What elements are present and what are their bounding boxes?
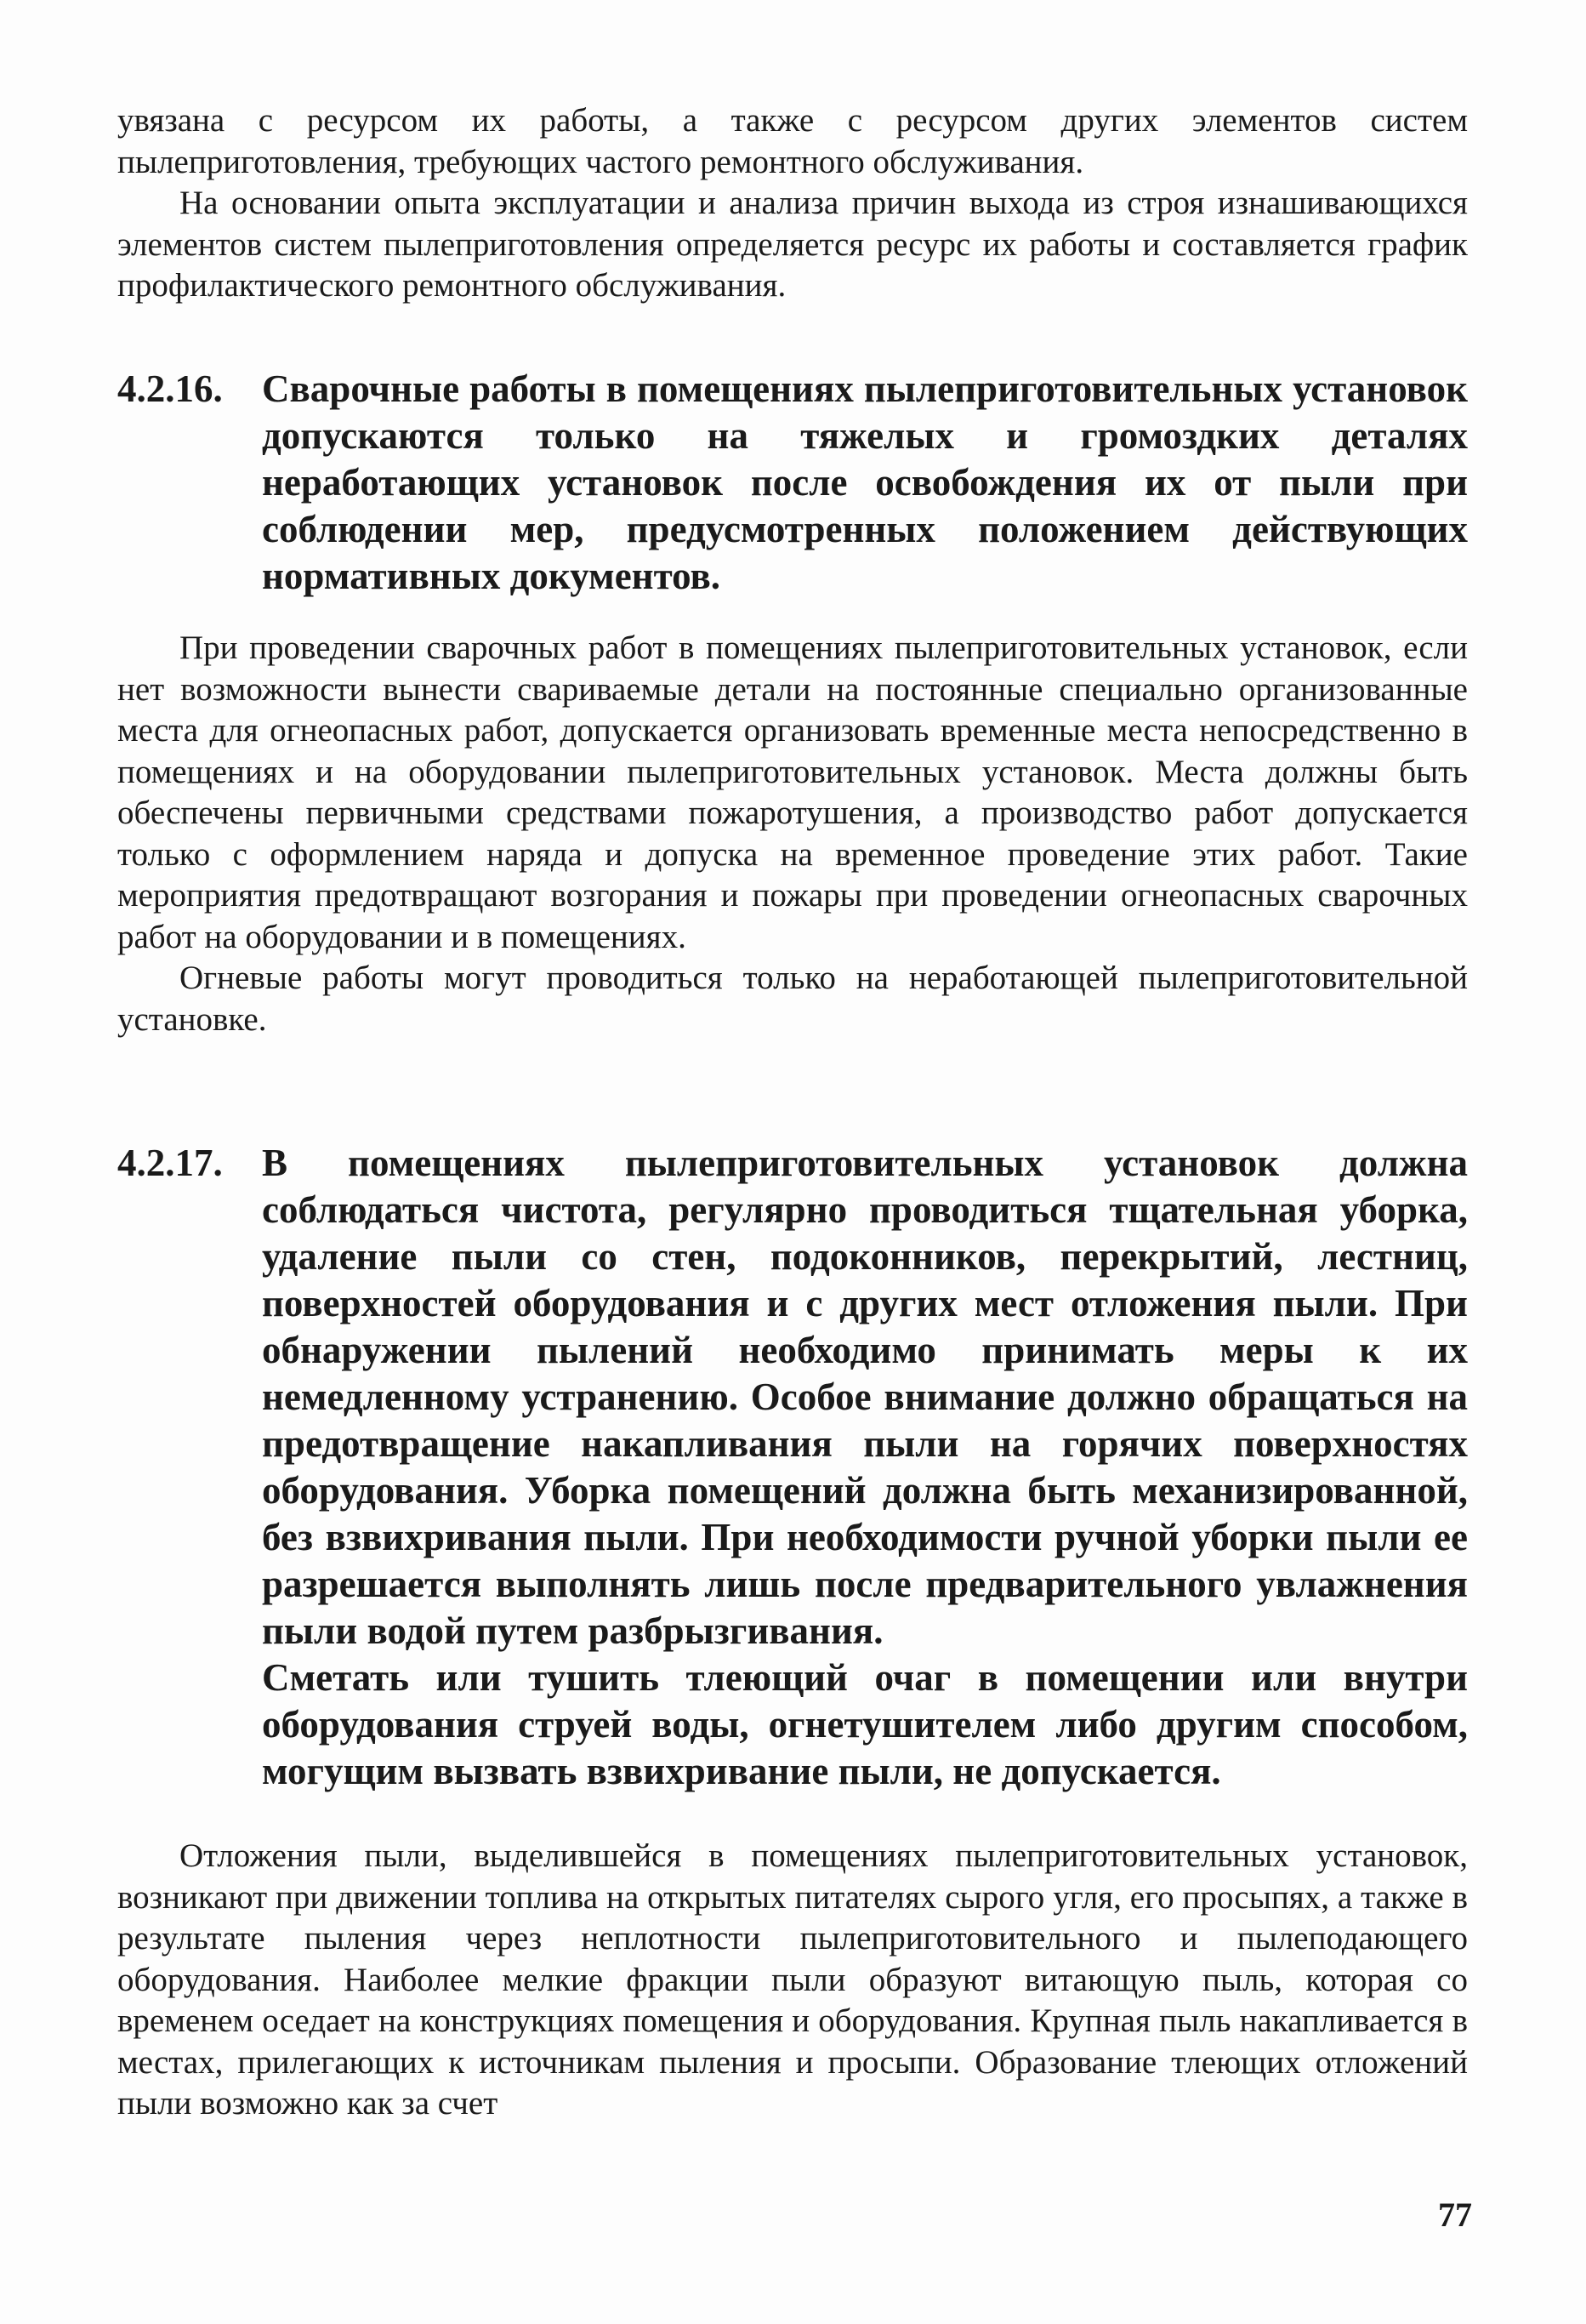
section-number: 4.2.17. <box>117 1142 223 1184</box>
section-4-2-17-commentary <box>117 1836 1468 2125</box>
section-body <box>262 366 1468 600</box>
page-number: 77 <box>1438 2196 1472 2234</box>
paragraph: увязана с ресурсом их работы, а также с ресурсом других элементов систем пылеприготовления, требующих частого ремонтного обслуживания. <box>117 102 1468 180</box>
paragraph: При проведении сварочных работ в помещениях пылеприготовительных установок, если нет возможности вынести свариваемые детали на постоянные специально организованные места для огнеопасных работ, допускается организовать временные места непосредственно в помещениях и на оборудовании пылеприготовительных установок. Места должны быть обеспечены первичными средствами пожаротушения, а производство работ допускается только с оформлением наряда и допуска на временное проведение этих работ. Такие мероприятия предотвращают возгорания и пожары при проведении огнеопасных сварочных работ на оборудовании и в помещениях. <box>117 629 1468 955</box>
section-4-2-16-commentary <box>117 628 1468 1040</box>
section-rule-text-2: Сметать или тушить тлеющий очаг в помещении или внутри оборудования струей воды, огнетушителем либо другим способом, могущим вызвать взвихривание пыли, не допускается. <box>262 1656 1468 1792</box>
section-rule-text: Сварочные работы в помещениях пылеприготовительных установок допускаются только на тяжелых и громоздких деталях неработающих установок после освобождения их от пыли при соблюдении мер, предусмотренных положением действующих нормативных документов. <box>262 367 1468 597</box>
paragraph: На основании опыта эксплуатации и анализа причин выхода из строя изнашивающихся элементов систем пылеприготовления определяется ресурс их работы и составляется график профилактического ремонтного обслуживания. <box>117 185 1468 304</box>
section-body <box>262 1140 1468 1795</box>
paragraph: Огневые работы могут проводиться только на неработающей пылеприготовительной установке. <box>117 960 1468 1038</box>
intro-text <box>117 100 1468 307</box>
section-number: 4.2.16. <box>117 367 223 410</box>
paragraph: Отложения пыли, выделившейся в помещениях пылеприготовительных установок, возникают при движении топлива на открытых питателях сырого угля, его просыпях, а также в результате пыления через неплотности пылеприготовительного и пылеподающего оборудования. Наиболее мелкие фракции пыли образуют витающую пыль, которая со временем оседает на конструкциях помещения и оборудования. Крупная пыль накапливается в местах, прилегающих к источникам пыления и просыпи. Образование тлеющих отложений пыли возможно как за счет <box>117 1837 1468 2122</box>
section-rule-text: В помещениях пылеприготовительных установок должна соблюдаться чистота, регулярно проводиться тщательная уборка, удаление пыли со стен, подоконников, перекрытий, лестниц, поверхностей оборудования и с других мест отложения пыли. При обнаружении пылений необходимо принимать меры к их немедленному устранению. Особое внимание должно обращаться на предотвращение накапливания пыли на горячих поверхностях оборудования. Уборка помещений должна быть механизированной, без взвихривания пыли. При необходимости ручной уборки пыли ее разрешается выполнять лишь после предварительного увлажнения пыли водой путем разбрызгивания. <box>262 1142 1468 1652</box>
